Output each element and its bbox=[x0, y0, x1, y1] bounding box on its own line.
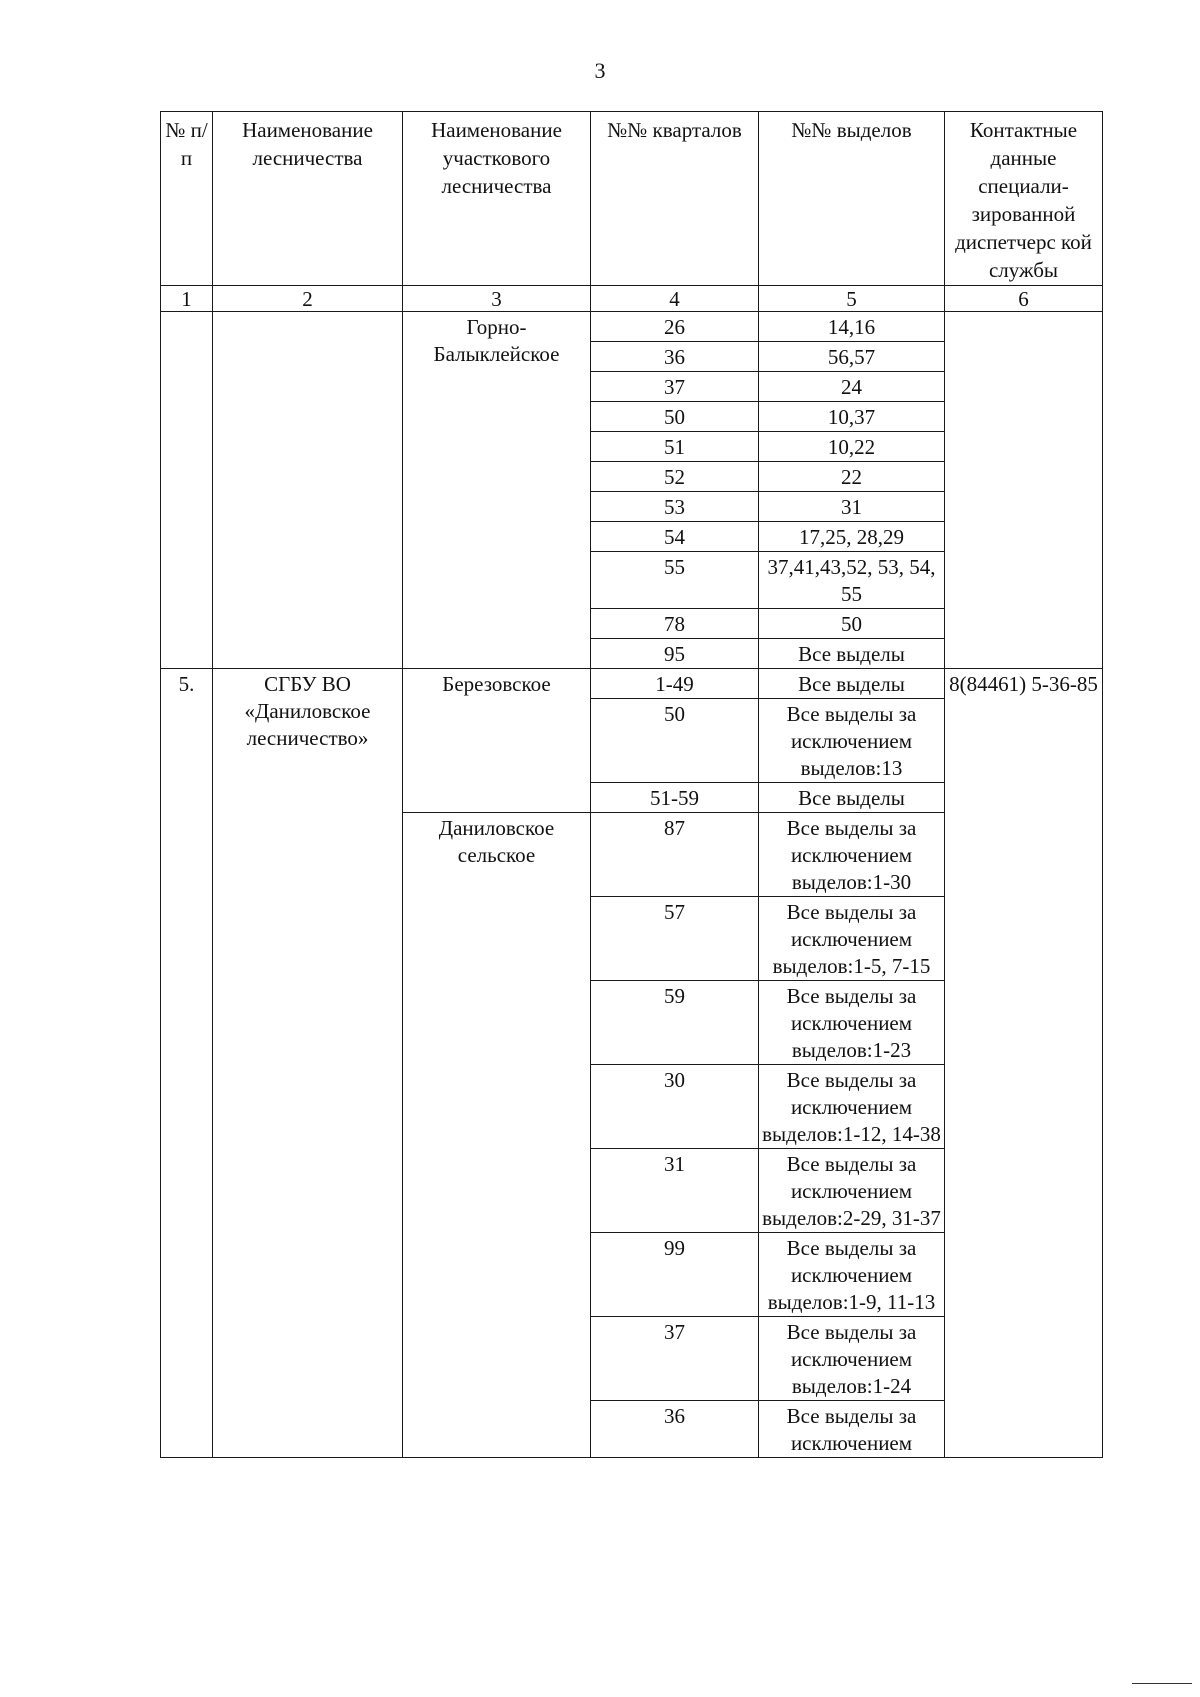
vydely-cell: 14,16 bbox=[759, 312, 945, 342]
vydely-cell: Все выделы за исключением выделов:1-9, 11-13 bbox=[759, 1233, 945, 1317]
column-number: 2 bbox=[213, 286, 403, 312]
lesnichestvo-cell: СГБУ ВО «Даниловское лесничество» bbox=[213, 669, 403, 1458]
corner-rule bbox=[1132, 1683, 1192, 1684]
contact-cell: 8(84461) 5-36-85 bbox=[945, 669, 1103, 1458]
column-number: 5 bbox=[759, 286, 945, 312]
vydely-cell: Все выделы за исключением выделов:1-5, 7-15 bbox=[759, 897, 945, 981]
kvartal-cell: 1-49 bbox=[591, 669, 759, 699]
forestry-table bbox=[160, 111, 1103, 1458]
header-lesnichestvo: Наименование лесничества bbox=[213, 112, 403, 286]
table-header-row bbox=[161, 112, 1103, 286]
vydely-cell: Все выделы bbox=[759, 669, 945, 699]
header-vydely: №№ выделов bbox=[759, 112, 945, 286]
kvartal-cell: 87 bbox=[591, 813, 759, 897]
kvartal-cell: 37 bbox=[591, 372, 759, 402]
header-contacts: Контактные данные специали-зированной диспетчерс кой службы bbox=[945, 112, 1103, 286]
column-number: 4 bbox=[591, 286, 759, 312]
empty-contact-cell bbox=[945, 312, 1103, 669]
vydely-cell: Все выделы за исключением выделов:1-30 bbox=[759, 813, 945, 897]
kvartal-cell: 59 bbox=[591, 981, 759, 1065]
kvartal-cell: 95 bbox=[591, 639, 759, 669]
vydely-cell: Все выделы за исключением выделов:1-24 bbox=[759, 1317, 945, 1401]
kvartal-cell: 37 bbox=[591, 1317, 759, 1401]
kvartal-cell: 30 bbox=[591, 1065, 759, 1149]
kvartal-cell: 54 bbox=[591, 522, 759, 552]
kvartal-cell: 78 bbox=[591, 609, 759, 639]
kvartal-cell: 50 bbox=[591, 402, 759, 432]
vydely-cell: 22 bbox=[759, 462, 945, 492]
vydely-cell: Все выделы bbox=[759, 639, 945, 669]
vydely-cell: Все выделы за исключением выделов:1-12, 14-38 bbox=[759, 1065, 945, 1149]
vydely-cell: 24 bbox=[759, 372, 945, 402]
uchastok-cell: Березовское bbox=[403, 669, 591, 813]
vydely-cell: 37,41,43,52, 53, 54, 55 bbox=[759, 552, 945, 609]
uchastok-cell: Горно-Балыклейское bbox=[403, 312, 591, 669]
kvartal-cell: 36 bbox=[591, 342, 759, 372]
vydely-cell: 56,57 bbox=[759, 342, 945, 372]
vydely-cell: 31 bbox=[759, 492, 945, 522]
column-number-row bbox=[161, 286, 1103, 312]
kvartal-cell: 31 bbox=[591, 1149, 759, 1233]
kvartal-cell: 99 bbox=[591, 1233, 759, 1317]
empty-number-cell bbox=[161, 312, 213, 669]
column-number: 3 bbox=[403, 286, 591, 312]
kvartal-cell: 26 bbox=[591, 312, 759, 342]
vydely-cell: 10,22 bbox=[759, 432, 945, 462]
header-number: № п/п bbox=[161, 112, 213, 286]
vydely-cell: 10,37 bbox=[759, 402, 945, 432]
vydely-cell: Все выделы за исключением выделов:1-23 bbox=[759, 981, 945, 1065]
kvartal-cell: 51 bbox=[591, 432, 759, 462]
vydely-cell: Все выделы за исключением выделов:2-29, 31-37 bbox=[759, 1149, 945, 1233]
kvartal-cell: 52 bbox=[591, 462, 759, 492]
table-row bbox=[161, 312, 1103, 342]
kvartal-cell: 53 bbox=[591, 492, 759, 522]
vydely-cell: Все выделы за исключением bbox=[759, 1401, 945, 1458]
kvartal-cell: 55 bbox=[591, 552, 759, 609]
empty-lesnichestvo-cell bbox=[213, 312, 403, 669]
column-number: 6 bbox=[945, 286, 1103, 312]
entry-number-cell: 5. bbox=[161, 669, 213, 1458]
forestry-table-wrapper bbox=[160, 111, 1103, 1458]
page-number: 3 bbox=[594, 58, 606, 83]
kvartal-cell: 57 bbox=[591, 897, 759, 981]
header-kvartaly: №№ кварталов bbox=[591, 112, 759, 286]
column-number: 1 bbox=[161, 286, 213, 312]
vydely-cell: 17,25, 28,29 bbox=[759, 522, 945, 552]
vydely-cell: Все выделы bbox=[759, 783, 945, 813]
header-uchastok: Наименование участкового лесничества bbox=[403, 112, 591, 286]
table-row bbox=[161, 669, 1103, 699]
uchastok-cell: Даниловское сельское bbox=[403, 813, 591, 1458]
vydely-cell: 50 bbox=[759, 609, 945, 639]
kvartal-cell: 36 bbox=[591, 1401, 759, 1458]
kvartal-cell: 51-59 bbox=[591, 783, 759, 813]
vydely-cell: Все выделы за исключением выделов:13 bbox=[759, 699, 945, 783]
kvartal-cell: 50 bbox=[591, 699, 759, 783]
